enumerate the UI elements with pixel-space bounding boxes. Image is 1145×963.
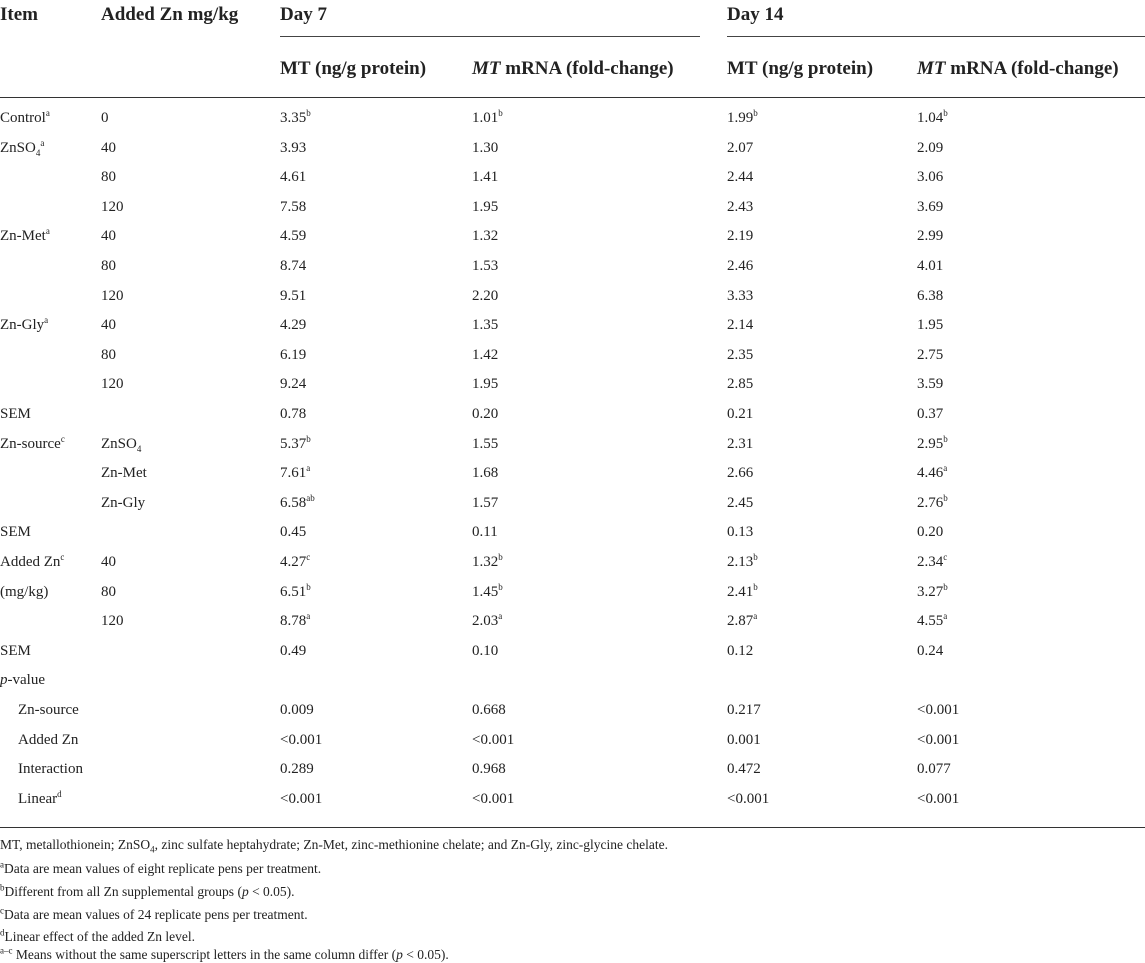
- cell-day7-mt: 9.51: [280, 287, 307, 304]
- cell-item: ZnSO$_4^a$: [0, 137, 45, 158]
- footnote-d: $^d$Linear effect of the added Zn level.: [0, 927, 196, 944]
- cell-day7-mrna: 0.20: [472, 406, 499, 422]
- cell-day7-mt: 0.78: [280, 406, 307, 422]
- cell-day7-mrna: 1.95: [472, 376, 499, 393]
- cell-day7-mrna: 0.10: [472, 642, 499, 659]
- header-bottom-rule: [0, 97, 1145, 98]
- cell-day14-mt: 2.45: [727, 494, 754, 511]
- header-d7-mt: MT (ng/g protein): [280, 58, 427, 79]
- table-row: [0, 761, 1145, 791]
- cell-day14-mt: 0.217: [727, 702, 761, 718]
- cell-day14-mt: 2.07: [727, 139, 754, 156]
- footnote-a-c: $^{a-c}$ Means without the same superscript letters in the same column differ (p < 0.05).: [0, 945, 449, 962]
- cell-day7-mt: 6.51$^b$: [280, 581, 311, 600]
- table-row: [0, 258, 1145, 288]
- cell-item: Zn-source: [18, 702, 79, 718]
- cell-day14-mrna: <0.001: [917, 790, 960, 807]
- cell-day7-mrna: 2.03$^a$: [472, 611, 503, 630]
- cell-day14-mrna: 1.95: [917, 317, 944, 334]
- cell-day7-mrna: <0.001: [472, 790, 515, 807]
- cell-day14-mt: 2.35: [727, 346, 754, 363]
- table-row: [0, 288, 1145, 318]
- table-bottom-rule: [0, 827, 1145, 828]
- table-row: [0, 317, 1145, 347]
- cell-day14-mt: 0.001: [727, 731, 761, 748]
- cell-day7-mrna: 1.35: [472, 317, 499, 334]
- header-d7-mrna: MT mRNA (fold-change): [472, 58, 674, 79]
- day14-rule: [727, 36, 1145, 37]
- cell-day7-mrna: 1.57: [472, 494, 499, 511]
- cell-day7-mt: 0.49: [280, 642, 307, 659]
- cell-item: Linear$^d$: [18, 788, 62, 807]
- cell-day7-mt: 8.78$^a$: [280, 611, 311, 630]
- cell-added-zn: 80: [101, 169, 116, 186]
- cell-day14-mt: 2.43: [727, 198, 754, 215]
- cell-added-zn: Zn-Gly: [101, 494, 146, 511]
- cell-day14-mrna: 3.69: [917, 198, 944, 215]
- cell-day7-mrna: 0.668: [472, 702, 506, 718]
- cell-day14-mrna: 3.27$^b$: [917, 581, 948, 600]
- cell-day7-mrna: 1.30: [472, 139, 499, 156]
- cell-day7-mrna: 1.95: [472, 198, 499, 215]
- cell-day7-mt: 8.74: [280, 258, 307, 274]
- header-day7: Day 7: [280, 4, 327, 25]
- cell-day7-mt: 3.93: [280, 139, 307, 156]
- table-row: [0, 376, 1145, 406]
- cell-day7-mrna: 0.968: [472, 761, 506, 778]
- cell-day14-mrna: 2.09: [917, 139, 944, 156]
- cell-day14-mrna: 2.76$^b$: [917, 492, 948, 511]
- table-row: [0, 788, 1145, 821]
- footnote-b: $^b$Different from all Zn supplemental groups (p < 0.05).: [0, 882, 295, 899]
- cell-day7-mt: 6.58$^{ab}$: [280, 492, 315, 511]
- table-row: [0, 524, 1145, 554]
- table-row: [0, 110, 1145, 140]
- cell-day7-mt: 9.24: [280, 376, 307, 393]
- cell-item: p-value: [0, 672, 45, 689]
- cell-item: (mg/kg): [0, 583, 49, 600]
- table-row: [0, 137, 1145, 170]
- cell-day14-mrna: 6.38: [917, 287, 944, 304]
- cell-added-zn: 80: [101, 583, 116, 600]
- cell-day7-mt: 4.27$^c$: [280, 552, 311, 570]
- cell-day7-mrna: 2.20: [472, 287, 499, 304]
- cell-day14-mt: 2.31: [727, 435, 754, 452]
- cell-day14-mrna: <0.001: [917, 702, 960, 718]
- cell-day14-mt: 2.14: [727, 317, 754, 334]
- cell-added-zn: 80: [101, 258, 116, 274]
- cell-day14-mrna: 3.06: [917, 169, 944, 186]
- cell-item: Zn-Gly$^a$: [0, 315, 49, 334]
- cell-added-zn: 40: [101, 228, 116, 245]
- cell-day14-mt: <0.001: [727, 790, 770, 807]
- cell-day7-mt: 0.289: [280, 761, 314, 778]
- cell-day14-mrna: 4.46$^a$: [917, 463, 948, 482]
- day7-rule: [280, 36, 700, 37]
- table-row: [0, 702, 1145, 732]
- cell-added-zn: Zn-Met: [101, 465, 147, 482]
- cell-day7-mt: 4.61: [280, 169, 307, 186]
- cell-day14-mt: 2.19: [727, 228, 754, 245]
- cell-item: Added Zn: [18, 731, 79, 748]
- cell-day7-mt: 0.45: [280, 524, 307, 541]
- cell-day14-mt: 2.46: [727, 258, 754, 274]
- cell-added-zn: ZnSO$_4$: [101, 435, 142, 454]
- cell-day14-mt: 2.41$^b$: [727, 581, 758, 600]
- cell-item: Added Zn$^c$: [0, 552, 65, 570]
- cell-added-zn: 80: [101, 346, 116, 363]
- footnote-abbreviations: MT, metallothionein; ZnSO$_4$, zinc sulfate heptahydrate; Zn-Met, zinc-methionine chelate; and Zn-Gly, zinc-glycine chelate.: [0, 837, 669, 855]
- footnote-c: $^c$Data are mean values of 24 replicate pens per treatment.: [0, 905, 308, 922]
- cell-item: SEM: [0, 642, 31, 659]
- cell-day14-mrna: 0.24: [917, 642, 944, 659]
- cell-day7-mrna: 1.68: [472, 465, 499, 482]
- table-row: [0, 732, 1145, 762]
- table-row: [0, 643, 1145, 673]
- cell-item: Zn-Met$^a$: [0, 226, 50, 245]
- cell-day7-mt: 7.58: [280, 198, 307, 215]
- cell-day7-mt: <0.001: [280, 731, 323, 748]
- header-added-zn: Added Zn mg/kg: [101, 4, 239, 25]
- cell-day14-mt: 0.472: [727, 761, 761, 778]
- cell-added-zn: 120: [101, 613, 124, 630]
- table-row: [0, 554, 1145, 584]
- cell-day14-mt: 2.13$^b$: [727, 552, 758, 570]
- table-row: [0, 613, 1145, 643]
- header-day14: Day 14: [727, 4, 784, 25]
- cell-day14-mrna: 4.01: [917, 258, 944, 274]
- table-row: [0, 406, 1145, 436]
- cell-day14-mt: 2.66: [727, 465, 754, 482]
- cell-added-zn: 40: [101, 139, 116, 156]
- cell-added-zn: 120: [101, 376, 124, 393]
- cell-day7-mt: 0.009: [280, 702, 314, 718]
- cell-day14-mt: 0.21: [727, 406, 754, 422]
- footnote-a: $^a$Data are mean values of eight replicate pens per treatment.: [0, 859, 322, 876]
- cell-day14-mrna: 2.95$^b$: [917, 433, 948, 452]
- cell-day7-mrna: 1.55: [472, 435, 499, 452]
- cell-day14-mt: 1.99$^b$: [727, 108, 758, 126]
- cell-day7-mt: 4.59: [280, 228, 307, 245]
- cell-day14-mt: 3.33: [727, 287, 754, 304]
- cell-day7-mt: <0.001: [280, 790, 323, 807]
- cell-day14-mrna: 1.04$^b$: [917, 108, 948, 126]
- cell-day7-mrna: 1.41: [472, 169, 499, 186]
- cell-day14-mt: 0.13: [727, 524, 754, 541]
- cell-day14-mrna: 0.077: [917, 761, 951, 778]
- table-row: [0, 347, 1145, 377]
- cell-item: SEM: [0, 524, 31, 541]
- table-row: [0, 581, 1145, 614]
- cell-day14-mt: 0.12: [727, 642, 754, 659]
- cell-day14-mrna: 0.20: [917, 524, 944, 541]
- cell-item: Interaction: [18, 761, 83, 778]
- cell-day7-mrna: 0.11: [472, 524, 498, 541]
- cell-day14-mt: 2.44: [727, 169, 754, 186]
- cell-added-zn: 40: [101, 317, 116, 334]
- table-row: [0, 465, 1145, 495]
- cell-day14-mrna: <0.001: [917, 731, 960, 748]
- cell-day7-mt: 3.35$^b$: [280, 108, 311, 126]
- cell-day14-mrna: 3.59: [917, 376, 944, 393]
- cell-day14-mrna: 2.99: [917, 228, 944, 245]
- cell-day14-mt: 2.87$^a$: [727, 611, 758, 630]
- cell-item: Control$^a$: [0, 108, 50, 126]
- header-d14-mt: MT (ng/g protein): [727, 58, 874, 79]
- table-row: [0, 169, 1145, 199]
- cell-item: Zn-source$^c$: [0, 433, 65, 452]
- cell-day14-mrna: 2.34$^c$: [917, 552, 948, 570]
- header-d14-mrna: MT mRNA (fold-change): [917, 58, 1119, 79]
- cell-day7-mt: 5.37$^b$: [280, 433, 311, 452]
- cell-day7-mt: 7.61$^a$: [280, 463, 311, 482]
- table-row: [0, 199, 1145, 229]
- cell-day14-mt: 2.85: [727, 376, 754, 393]
- cell-day14-mrna: 4.55$^a$: [917, 611, 948, 630]
- table-row: [0, 433, 1145, 466]
- table-row: [0, 492, 1145, 525]
- cell-added-zn: 40: [101, 554, 116, 570]
- header-item: Item: [0, 4, 38, 25]
- cell-item: SEM: [0, 406, 31, 422]
- cell-added-zn: 120: [101, 198, 124, 215]
- cell-day7-mrna: 1.42: [472, 346, 499, 363]
- table-row: [0, 672, 1145, 702]
- cell-day7-mt: 4.29: [280, 317, 307, 334]
- cell-day7-mrna: 1.45$^b$: [472, 581, 503, 600]
- cell-day7-mrna: 1.32: [472, 228, 499, 245]
- table-row: [0, 228, 1145, 258]
- cell-added-zn: 0: [101, 110, 109, 126]
- cell-added-zn: 120: [101, 287, 124, 304]
- cell-day7-mrna: <0.001: [472, 731, 515, 748]
- cell-day7-mrna: 1.01$^b$: [472, 108, 503, 126]
- cell-day7-mrna: 1.32$^b$: [472, 552, 503, 570]
- cell-day7-mt: 6.19: [280, 346, 307, 363]
- cell-day14-mrna: 2.75: [917, 346, 944, 363]
- cell-day14-mrna: 0.37: [917, 406, 944, 422]
- cell-day7-mrna: 1.53: [472, 258, 499, 274]
